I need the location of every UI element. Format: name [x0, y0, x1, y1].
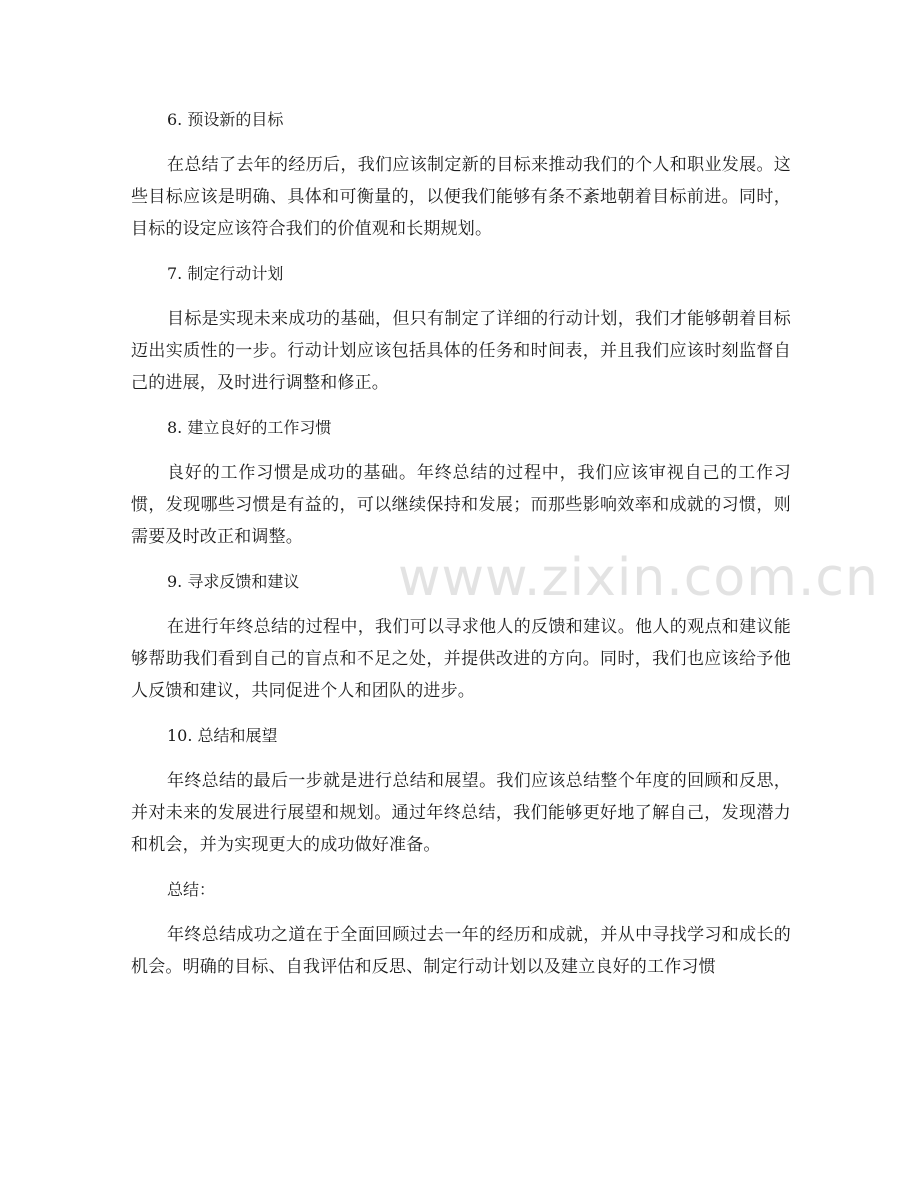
- section-heading: 6. 预设新的目标: [167, 110, 284, 129]
- section-heading: 10. 总结和展望: [167, 726, 278, 745]
- section-paragraph: 年终总结的最后一步就是进行总结和展望。我们应该总结整个年度的回顾和反思，并对未来的发展进行展望和规划。通过年终总结，我们能够更好地了解自己，发现潜力和机会，并为实现更大的成功做好准备。: [131, 771, 791, 855]
- section-10: [131, 720, 791, 861]
- section-9: [131, 566, 791, 707]
- section-7: [131, 258, 791, 399]
- summary-paragraph: 年终总结成功之道在于全面回顾过去一年的经历和成就，并从中寻找学习和成长的机会。明确的目标、自我评估和反思、制定行动计划以及建立良好的工作习惯: [131, 925, 791, 977]
- section-paragraph: 在进行年终总结的过程中，我们可以寻求他人的反馈和建议。他人的观点和建议能够帮助我们看到自己的盲点和不足之处，并提供改进的方向。同时，我们也应该给予他人反馈和建议，共同促进个人和团队的进步。: [131, 617, 791, 701]
- section-heading: 7. 制定行动计划: [167, 264, 284, 283]
- summary-heading: 总结：: [167, 880, 216, 899]
- document-body: [131, 104, 791, 996]
- section-paragraph: 目标是实现未来成功的基础，但只有制定了详细的行动计划，我们才能够朝着目标迈出实质性的一步。行动计划应该包括具体的任务和时间表，并且我们应该时刻监督自己的进展，及时进行调整和修正。: [131, 309, 791, 393]
- section-6: [131, 104, 791, 245]
- watermark: www.zixin.com.cn: [398, 548, 879, 608]
- summary-section: [131, 874, 791, 983]
- section-paragraph: 在总结了去年的经历后，我们应该制定新的目标来推动我们的个人和职业发展。这些目标应该是明确、具体和可衡量的，以便我们能够有条不紊地朝着目标前进。同时，目标的设定应该符合我们的价值观和长期规划。: [131, 155, 791, 239]
- section-paragraph: 良好的工作习惯是成功的基础。年终总结的过程中，我们应该审视自己的工作习惯，发现哪些习惯是有益的，可以继续保持和发展；而那些影响效率和成就的习惯，则需要及时改正和调整。: [131, 463, 791, 547]
- section-8: [131, 412, 791, 553]
- section-heading: 9. 寻求反馈和建议: [167, 572, 300, 591]
- section-heading: 8. 建立良好的工作习惯: [167, 418, 332, 437]
